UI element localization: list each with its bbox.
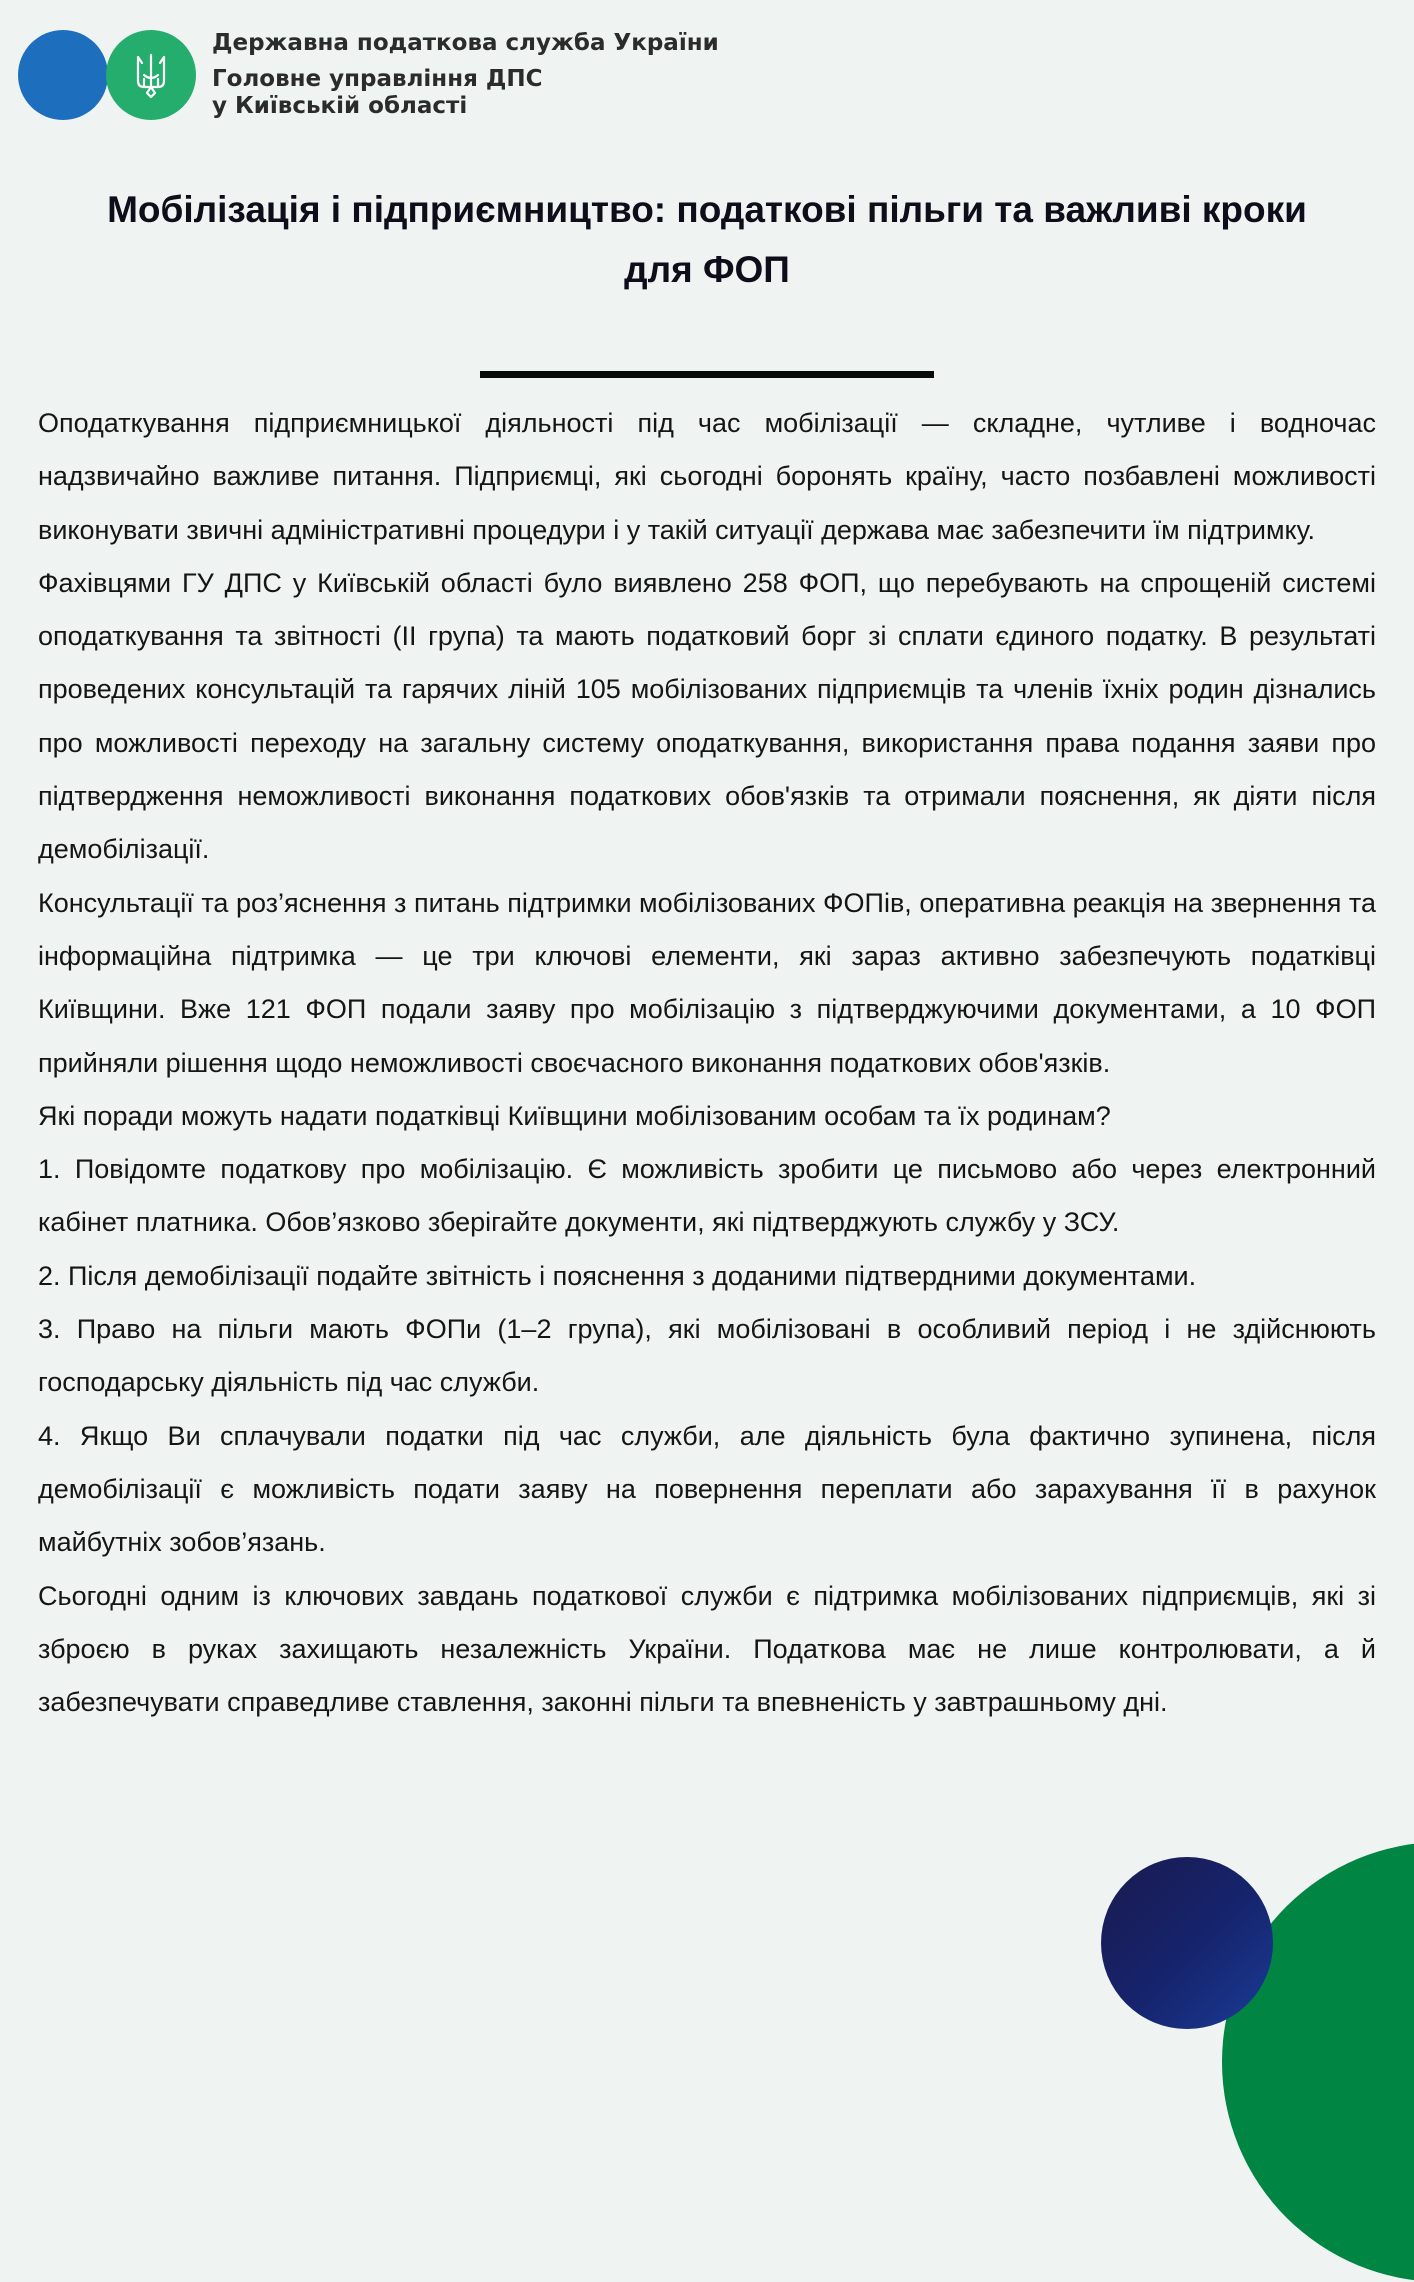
advice-item-3: 3. Право на пільги мають ФОПи (1–2 група), які мобілізовані в особливий період і не здійснюють господарську діяльність під час служби. xyxy=(38,1314,1376,1398)
org-name: Державна податкова служба України xyxy=(212,30,719,56)
logo-blue-circle xyxy=(18,30,108,120)
title-line1: Мобілізація і підприємництво: податкові пільги та важливі кроки xyxy=(107,189,1307,230)
advice-item-2: 2. Після демобілізації подайте звітність і пояснення з доданими підтвердними документами. xyxy=(38,1260,1197,1291)
org-sub-line1: Головне управління ДПС xyxy=(212,66,543,92)
paragraph-conclusion: Сьогодні одним із ключових завдань податкової служби є підтримка мобілізованих підприємців, які зі зброєю в руках захищають незалежність України. Податкова має не лише контролювати, а й забезпечувати справедливе ставлення, законні пільги та впевненість у завтрашньому дні. xyxy=(38,1580,1376,1718)
title-line2: для ФОП xyxy=(624,249,790,290)
advice-item-1: 1. Повідомте податкову про мобілізацію. Є можливість зробити це письмово або через електронний кабінет платника. Обов’язково зберігайте документи, які підтверджують службу у ЗСУ. xyxy=(38,1154,1376,1238)
org-sub-line2: у Київській області xyxy=(212,93,468,119)
paragraph-intro: Оподаткування підприємницької діяльності під час мобілізації — складне, чутливе і водночас надзвичайно важливе питання. Підприємці, які сьогодні боронять країну, часто позбавлені можливості виконувати звичні адміністративні процедури і у такій ситуації держава має забезпечити їм підтримку. xyxy=(38,408,1376,545)
article-title xyxy=(80,180,1334,300)
logo-green-circle xyxy=(106,30,196,120)
paragraph-statistics: Фахівцями ГУ ДПС у Київській області було виявлено 258 ФОП, що перебувають на спрощеній системі оподаткування та звітності (ІІ група) та мають податковий борг зі сплати єдиного податку. В результаті проведених консультацій та гарячих ліній 105 мобілізованих підприємців та членів їхніх родин дізнались про можливості переходу на загальну систему оподаткування, використання права подання заяви про підтвердження неможливості виконання податкових обов'язків та отримали пояснення, як діяти після демобілізації. xyxy=(38,567,1376,865)
header xyxy=(18,30,918,120)
org-subdivision xyxy=(212,66,719,120)
title-divider xyxy=(480,371,934,378)
article-body xyxy=(38,397,1376,1729)
trident-icon xyxy=(134,51,168,99)
paragraph-question: Які поради можуть надати податківці Київщини мобілізованим особам та їх родинам? xyxy=(38,1100,1111,1131)
paragraph-consultations: Консультації та роз’яснення з питань підтримки мобілізованих ФОПів, оперативна реакція на звернення та інформаційна підтримка — це три ключові елементи, які зараз активно забезпечують податківці Київщини. Вже 121 ФОП подали заяву про мобілізацію з підтверджуючими документами, а 10 ФОП прийняли рішення щодо неможливості своєчасного виконання податкових обов'язків. xyxy=(38,887,1376,1078)
advice-item-4: 4. Якщо Ви сплачували податки під час служби, але діяльність була фактично зупинена, після демобілізації є можливість подати заяву на повернення переплати або зарахування її в рахунок майбутніх зобов’язань. xyxy=(38,1420,1376,1558)
organization-block xyxy=(212,30,719,120)
corner-navy-circle xyxy=(1101,1857,1273,2029)
